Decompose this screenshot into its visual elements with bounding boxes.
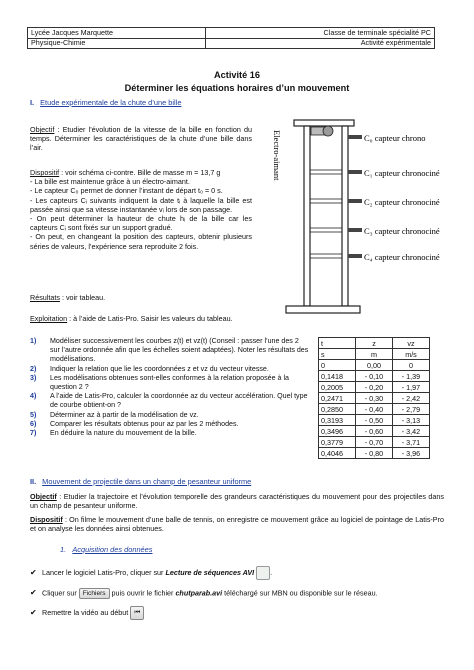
results-table [318,337,430,459]
table-cell: - 1,97 [393,382,430,393]
sensor-label: C₀ capteur chrono [364,133,426,143]
question-item [30,374,310,392]
section-2-heading [30,477,251,486]
exploitation-label: Exploitation [30,314,68,323]
check-icon: ✔ [30,607,37,617]
table-cell: - 0,10 [356,371,393,382]
table-cell: 0 [393,360,430,371]
question-text: Déterminer az à partir de la modélisation de vz. [50,410,199,419]
table-cell: - 0,50 [356,415,393,426]
table-row [319,448,430,459]
step-3 [30,606,144,620]
question-number: 2) [30,364,37,373]
question-number: 1) [30,337,37,345]
question-number: 4) [30,392,37,401]
table-cell: - 2,42 [393,393,430,404]
ball [323,126,333,136]
dispositif-line: - La bille est maintenue grâce à un électro-aimant. [30,177,190,187]
sensor-c3 [348,226,440,236]
table-header: z [356,338,393,349]
dispositif-line: - Le capteur C₀ permet de donner l’instant de départ t₀ = 0 s. [30,186,223,196]
sensor-c0 [348,133,426,143]
table-cell: 0,1418 [319,371,356,382]
dispositif-line: - On peut, en changeant la position des capteurs, obtenir plusieurs séries de valeurs, l’expérience sera reproduite 2 fois. [30,232,252,251]
question-text: Modéliser successivement les courbes z(t) et vz(t) (Conseil : passer l’une des 2 sur l’autre ordonnée afin que les échelles soient adaptées). Noter les résultats des modélisations. [50,337,309,364]
section-2-number: II. [30,477,37,486]
table-cell: - 0,30 [356,393,393,404]
sensor-bracket [310,199,342,203]
sensor-label: C₄ capteur chronociné [364,252,440,262]
question-list [30,337,310,438]
apparatus-diagram [258,112,458,327]
objectif-2 [30,492,444,510]
question-item [30,420,310,429]
section-1-heading [30,98,181,107]
dispositif-label: Dispositif [30,168,60,177]
objectif-1-label: Objectif [30,125,55,134]
step-2-filename: chutparab.avi [175,588,223,598]
sensor-c1 [348,168,440,178]
header-class: Classe de terminale spécialité PC [206,28,435,39]
question-item [30,392,310,410]
section-2-title: Mouvement de projectile dans un champ de pesanteur uniforme [42,477,252,486]
sensor-arm [348,228,362,232]
question-number: 7) [30,429,37,438]
sensor-c2 [348,197,440,207]
question-item [30,365,310,374]
exploitation-text: : à l’aide de Latis-Pro. Saisir les valeurs du tableau. [67,314,233,323]
sensor-arm [348,170,362,174]
header-table [27,27,435,49]
header-subject: Physique-Chimie [28,38,206,49]
step-2 [30,588,378,599]
table-cell: - 2,79 [393,404,430,415]
table-cell: - 3,13 [393,415,430,426]
question-number: 3) [30,373,37,382]
step-3-text: Remettre la vidéo au début [42,607,129,617]
subsection-heading [60,545,152,554]
table-cell: 0,4046 [319,448,356,459]
sensor-label: C₃ capteur chronociné [364,226,440,236]
table-cell: 0,3193 [319,415,356,426]
table-cell: 0 [319,360,356,371]
objectif-1-text: : Etudier l’évolution de la vitesse de la bille en fonction du temps. Déterminer les caractéristiques de la chute d’une bille dans l’air. [30,125,252,153]
table-unit: s [319,349,356,360]
resultats-text: : voir tableau. [59,293,106,302]
section-1-title: Etude expérimentale de la chute d’une bille [40,98,182,107]
table-cell: 0,00 [356,360,393,371]
question-number: 5) [30,410,37,419]
objectif-2-text: : Etudier la trajectoire et l’évolution temporelle des grandeurs caractéristiques du mouvement pour des projectiles dans un champ de pesanteur uniforme. [30,492,444,511]
table-cell: - 0,60 [356,426,393,437]
sensor-bracket [310,170,342,174]
step-2-text-a: Cliquer sur [42,588,79,598]
dispositif-2-text: : On filme le mouvement d’une balle de tennis, on enregistre ce mouvement grâce au logiciel de pointage de Latis-Pro et on analyse les données ainsi obtenues. [30,515,444,534]
table-cell: 0,2471 [319,393,356,404]
table-row [319,393,430,404]
table-header: t [319,338,356,349]
top-bar [294,120,354,126]
table-cell: 0,2005 [319,382,356,393]
table-cell: - 0,40 [356,404,393,415]
header-school: Lycée Jacques Marquette [28,28,206,39]
table-cell: 0,3779 [319,437,356,448]
table-unit: m/s [393,349,430,360]
table-row [319,415,430,426]
exploitation [30,314,290,323]
avi-sequence-icon[interactable] [256,566,270,580]
dispositif-line: - Les capteurs Cᵢ suivants indiquent la date tᵢ à laquelle la bille est passée ainsi que sa vitesse instantanée vᵢ lors de son passage. [30,195,252,214]
step-1: ✔ Lancer le logiciel Latis-Pro, cliquer sur Lecture de séquences AVI . [30,566,272,580]
sensor-arm [348,135,362,139]
question-text: En déduire la nature du mouvement de la bille. [50,429,197,438]
sensor-c4 [348,252,440,262]
sensor-arm [348,254,362,258]
subsection-title: Acquisition des données [72,545,153,554]
magnet-label: Electro-aimant [272,130,282,181]
page-subtitle: Déterminer les équations horaires d’un mouvement [124,83,350,93]
table-unit: m [356,349,393,360]
table-row [319,371,430,382]
sensor-label: C₂ capteur chronociné [364,197,440,207]
table-cell: 0,2850 [319,404,356,415]
sensor-bracket [310,254,342,258]
step-1-text: Lancer le logiciel Latis-Pro, cliquer sur [42,567,166,577]
right-post [342,126,348,306]
table-row [319,360,430,371]
left-post [304,126,310,306]
section-1-number: I. [30,98,35,107]
question-text: Comparer les résultats obtenus pour az par les 2 méthodes. [50,419,239,428]
table-cell: - 3,96 [393,448,430,459]
subsection-number: 1. [60,545,67,554]
check-icon: ✔ [30,567,37,577]
table-row [319,404,430,415]
dispositif-intro: : voir schéma ci-contre. Bille de masse m = 13,7 g [59,168,221,177]
sensor-arm [348,199,362,203]
step-1-emphasis: Lecture de séquences AVI [165,567,255,577]
table-header: vz [393,338,430,349]
table-row [319,382,430,393]
question-item [30,411,310,420]
question-number: 6) [30,419,37,428]
table-cell: - 1,39 [393,371,430,382]
rewind-button[interactable]: ⏮ [130,606,144,620]
dispositif-1 [30,168,252,251]
question-item [30,429,310,438]
header-type: Activité expérimentale [206,38,435,49]
check-icon: ✔ [30,588,37,598]
table-cell: - 0,20 [356,382,393,393]
dispositif-2 [30,515,444,533]
table-cell: - 3,71 [393,437,430,448]
table-row [319,437,430,448]
table-row [319,426,430,437]
step-2-text-b: puis ouvrir le fichier [109,588,176,598]
question-text: Les modélisations obtenues sont-elles conformes à la relation proposée à la question 2 ? [50,373,289,392]
sensor-label: C₁ capteur chronociné [364,168,440,178]
objectif-1 [30,125,252,153]
table-cell: 0,3496 [319,426,356,437]
sensor-bracket [310,228,342,232]
question-text: Indiquer la relation que lie les coordonnées z et vz du vecteur vitesse. [50,364,269,373]
step-2-text-c: téléchargé sur MBN ou disponible sur le réseau. [222,588,378,598]
dispositif-2-label: Dispositif [30,515,63,524]
question-item [30,337,310,365]
resultats-label: Résultats [30,293,60,302]
table-cell: - 3,42 [393,426,430,437]
fichiers-button[interactable]: Fichiers [79,588,110,599]
table-cell: - 0,80 [356,448,393,459]
dispositif-line: - On peut déterminer la hauteur de chute hᵢ de la bille car les capteurs Cᵢ sont fixés sur un support gradué. [30,214,252,233]
base [286,306,360,313]
page-title: Activité 16 [214,70,260,80]
table-cell: - 0,70 [356,437,393,448]
resultats [30,293,270,302]
question-text: A l’aide de Latis-Pro, calculer la coordonnée az du vecteur accélération. Quel type de courbe obtient-on ? [50,392,308,410]
objectif-2-label: Objectif [30,492,57,501]
